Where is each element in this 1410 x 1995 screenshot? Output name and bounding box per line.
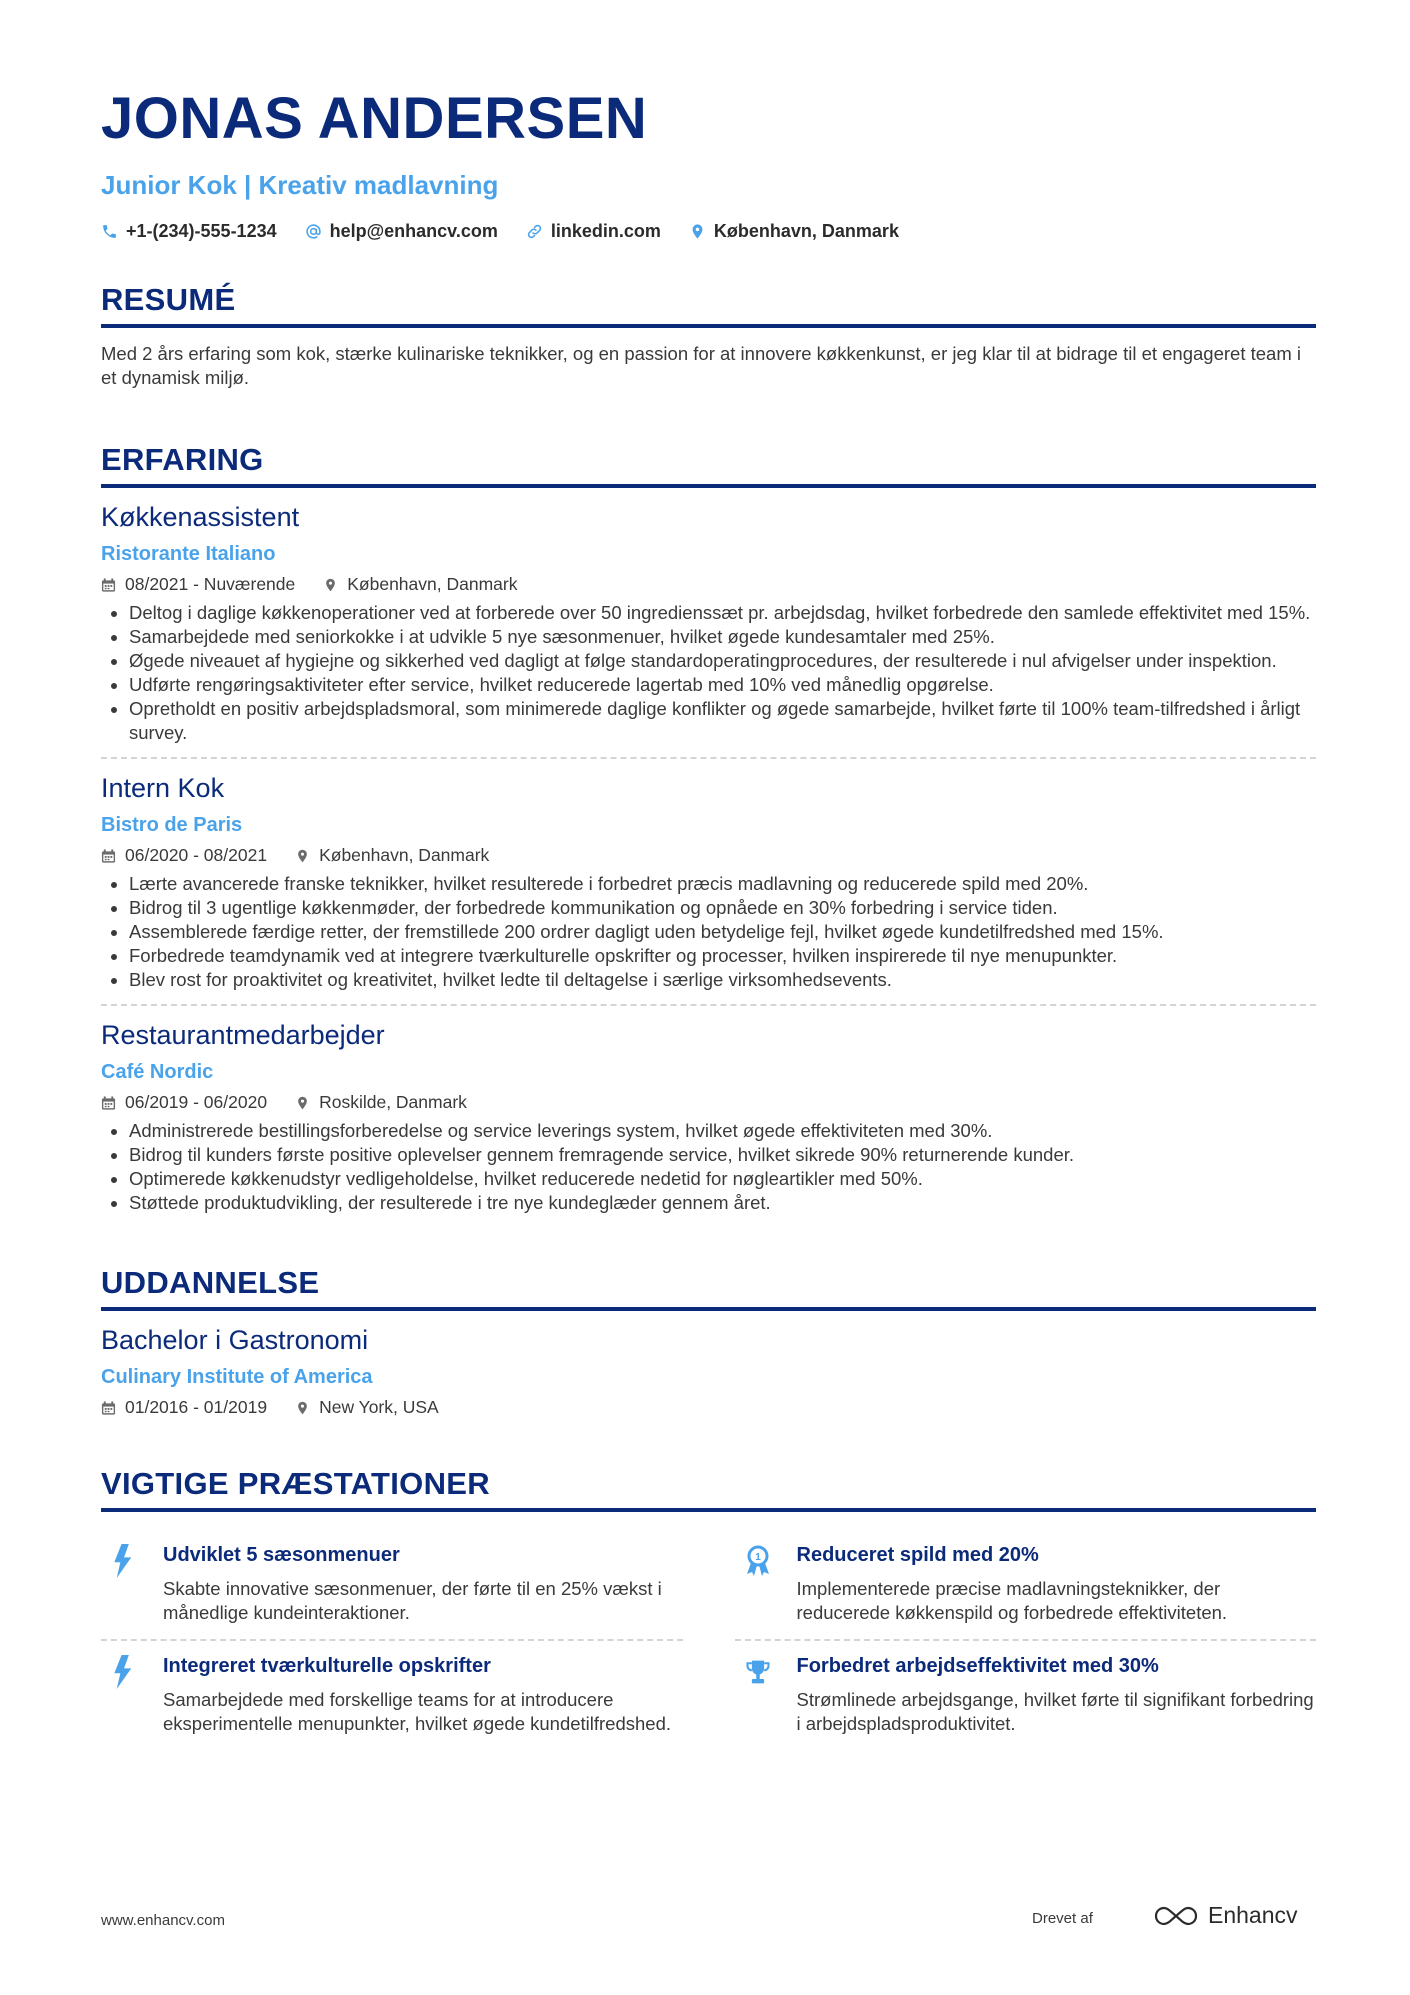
link-icon xyxy=(526,223,543,240)
map-pin-icon xyxy=(323,577,338,593)
award-ribbon-icon xyxy=(744,1544,772,1578)
svg-text:1: 1 xyxy=(754,1552,761,1563)
achievement-text: Skabte innovative sæsonmenuer, der førte til en 25% vækst i månedlige kundeinteraktioner. xyxy=(163,1578,662,1623)
contact-location xyxy=(689,221,899,242)
achievement-item xyxy=(735,1641,1317,1750)
education-dates-text: 01/2016 - 01/2019 xyxy=(125,1397,268,1417)
contact-email[interactable] xyxy=(305,221,498,242)
bullet: • Administrerede bestillingsforberedelse og service leverings system, hvilket øgede effektiviteten med 30%. xyxy=(129,1119,1316,1143)
map-pin-icon xyxy=(295,1400,310,1416)
achievement-title: Forbedret arbejdseffektivitet med 30% xyxy=(796,1655,1159,1677)
contact-email-text: help@enhancv.com xyxy=(329,221,498,241)
job-bullets xyxy=(101,1119,1316,1215)
footer-brand-text: Enhancv xyxy=(1208,1902,1298,1928)
footer-brand[interactable] xyxy=(1154,1902,1298,1929)
contact-location-text: København, Danmark xyxy=(713,221,899,241)
education-location xyxy=(295,1397,439,1418)
achievement-title: Reduceret spild med 20% xyxy=(796,1544,1039,1566)
bullet: • Øgede niveauet af hygiejne og sikkerhed ved dagligt at følge standardoperatingprocedures, der resulterede i nul afvigelser under inspektion. xyxy=(129,649,1316,673)
contact-phone-text: +1-(234)-555-1234 xyxy=(126,221,277,241)
trophy-icon xyxy=(744,1655,772,1689)
map-pin-icon xyxy=(295,1095,310,1111)
map-pin-icon xyxy=(295,848,310,864)
calendar-icon xyxy=(101,577,116,593)
job-dates-text: 08/2021 - Nuværende xyxy=(125,574,296,594)
bullet: • Lærte avancerede franske teknikker, hvilket resulterede i forbedret præcis madlavning og reducerede spild med 20%. xyxy=(129,872,1316,896)
map-pin-icon xyxy=(689,223,706,240)
job-location xyxy=(295,1092,467,1113)
bullet: • Blev rost for proaktivitet og kreativitet, hvilket ledte til deltagelse i særlige virksomhedsevents. xyxy=(129,968,1316,992)
contact-linkedin-text: linkedin.com xyxy=(550,221,661,241)
job-dates xyxy=(101,845,267,866)
achievement-title: Integreret tværkulturelle opskrifter xyxy=(163,1655,491,1677)
resume-header xyxy=(101,86,1316,242)
job-meta xyxy=(101,574,1316,595)
bullet: • Samarbejdede med seniorkokke i at udvikle 5 nye sæsonmenuer, hvilket øgede kundesamtaler med 25%. xyxy=(129,625,1316,649)
bullet: • Bidrog til 3 ugentlige køkkenmøder, der forbedrede kommunikation og opnåede en 30% forbedring i service tiden. xyxy=(129,896,1316,920)
at-icon xyxy=(305,223,322,240)
experience-entry xyxy=(101,488,1316,757)
job-title: Intern Kok xyxy=(101,773,225,803)
candidate-headline: Junior Kok | Kreativ madlavning xyxy=(101,170,499,200)
job-location xyxy=(323,574,517,595)
experience-entry xyxy=(101,1004,1316,1227)
job-dates-text: 06/2019 - 06/2020 xyxy=(125,1092,268,1112)
lightning-icon xyxy=(110,1544,138,1578)
resume-page xyxy=(101,80,1316,1750)
job-dates-text: 06/2020 - 08/2021 xyxy=(125,845,268,865)
summary-text: Med 2 års erfaring som kok, stærke kulinariske teknikker, og en passion for at innovere køkkenkunst, er jeg klar til at bidrage til et engageret team i et dynamisk miljø. xyxy=(101,343,1301,388)
education-entry xyxy=(101,1311,1316,1430)
experience-title: ERFARING xyxy=(101,442,1316,488)
education-section xyxy=(101,1265,1316,1430)
lightning-icon xyxy=(110,1655,138,1689)
company-name: Bistro de Paris xyxy=(101,814,243,836)
bullet: • Bidrog til kunders første positive oplevelser gennem fremragende service, hvilket sikrede 90% returnerende kunder. xyxy=(129,1143,1316,1167)
bullet: • Assemblerede færdige retter, der fremstillede 200 ordrer dagligt uden betydelige fejl, hvilket øgede kundetilfredshed med 15%. xyxy=(129,920,1316,944)
job-location xyxy=(295,845,489,866)
calendar-icon xyxy=(101,1095,116,1111)
degree-title: Bachelor i Gastronomi xyxy=(101,1325,369,1355)
achievement-text: Implementerede præcise madlavningsteknikker, der reducerede køkkenspild og forbedrede effektiviteten. xyxy=(796,1578,1228,1623)
contact-phone[interactable] xyxy=(101,221,277,242)
education-location-text: New York, USA xyxy=(319,1397,439,1417)
calendar-icon xyxy=(101,1400,116,1416)
education-dates xyxy=(101,1397,267,1418)
achievement-title: Udviklet 5 sæsonmenuer xyxy=(163,1544,400,1566)
job-bullets xyxy=(101,601,1316,745)
contact-bar xyxy=(101,221,1316,242)
job-title: Restaurantmedarbejder xyxy=(101,1020,385,1050)
achievement-text: Strømlinede arbejdsgange, hvilket førte til signifikant forbedring i arbejdspladsproduktivitet. xyxy=(796,1689,1314,1734)
enhancv-logo-icon xyxy=(1154,1904,1200,1928)
bullet: • Udførte rengøringsaktiviteter efter service, hvilket reducerede lagertab med 10% ved månedlig opgørelse. xyxy=(129,673,1316,697)
education-title: UDDANNELSE xyxy=(101,1265,1316,1311)
achievements-grid xyxy=(101,1530,1316,1750)
company-name: Café Nordic xyxy=(101,1061,214,1083)
bullet: • Opretholdt en positiv arbejdspladsmoral, som minimerede daglige konflikter og øgede samarbejde, hvilket førte til 100% team-tilfredshed i årligt survey. xyxy=(129,697,1316,745)
achievements-title: VIGTIGE PRÆSTATIONER xyxy=(101,1466,1316,1512)
footer-url[interactable]: www.enhancv.com xyxy=(101,1912,225,1929)
achievement-item xyxy=(101,1641,683,1750)
summary-section xyxy=(101,282,1316,390)
experience-entry xyxy=(101,757,1316,1004)
bullet: • Optimerede køkkenudstyr vedligeholdelse, hvilket reducerede nedetid for nøgleartikler med 50%. xyxy=(129,1167,1316,1191)
job-dates xyxy=(101,574,295,595)
job-location-text: København, Danmark xyxy=(347,574,518,594)
contact-linkedin[interactable] xyxy=(526,221,661,242)
job-title: Køkkenassistent xyxy=(101,502,300,532)
summary-title: RESUMÉ xyxy=(101,282,1316,328)
job-bullets xyxy=(101,872,1316,992)
calendar-icon xyxy=(101,848,116,864)
candidate-name: JONAS ANDERSEN xyxy=(101,86,648,151)
bullet: • Støttede produktudvikling, der resulterede i tre nye kundeglæder gennem året. xyxy=(129,1191,1316,1215)
bullet: • Forbedrede teamdynamik ved at integrere tværkulturelle opskrifter og processer, hvilken inspirerede til nye menupunkter. xyxy=(129,944,1316,968)
experience-section xyxy=(101,442,1316,1227)
job-meta xyxy=(101,1092,1316,1113)
achievement-text: Samarbejdede med forskellige teams for at introducere eksperimentelle menupunkter, hvilket øgede kundetilfredshed. xyxy=(163,1689,672,1734)
job-location-text: Roskilde, Danmark xyxy=(319,1092,467,1112)
achievement-item xyxy=(101,1530,683,1641)
job-dates xyxy=(101,1092,267,1113)
bullet: • Deltog i daglige køkkenoperationer ved at forberede over 50 ingredienssæt pr. arbejdsdag, hvilket forbedrede den samlede effektivitet med 15%. xyxy=(129,601,1316,625)
phone-icon xyxy=(101,223,118,240)
job-location-text: København, Danmark xyxy=(319,845,490,865)
achievement-item xyxy=(735,1530,1317,1641)
company-name: Ristorante Italiano xyxy=(101,543,276,565)
job-meta xyxy=(101,845,1316,866)
education-meta xyxy=(101,1397,1316,1418)
school-name: Culinary Institute of America xyxy=(101,1366,373,1388)
achievements-section xyxy=(101,1466,1316,1750)
footer-powered-by: Drevet af xyxy=(1032,1910,1093,1927)
